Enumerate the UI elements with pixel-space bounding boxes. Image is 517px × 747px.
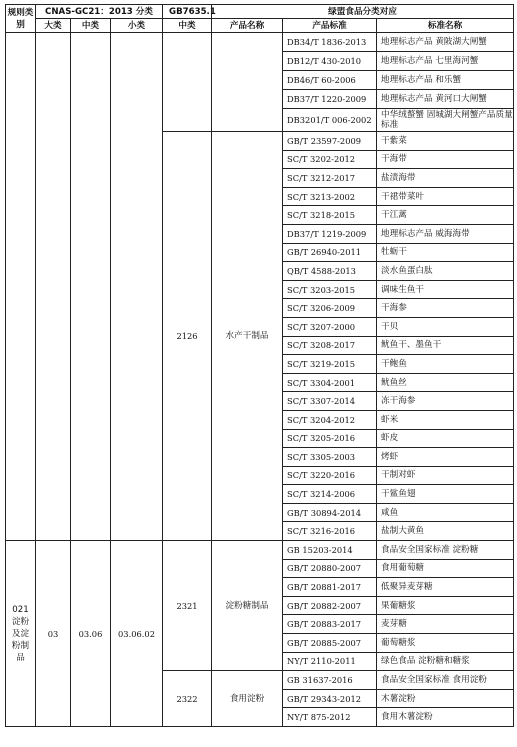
standard-name-cell: 木薯淀粉 — [377, 689, 514, 708]
product-standard-cell: DB37/T 1220-2009 — [283, 90, 377, 109]
product-standard-cell: SC/T 3205-2016 — [283, 429, 377, 448]
gb-medium-code: 2322 — [163, 671, 212, 727]
standard-name-cell: 地理标志产品 黄陂湖大闸蟹 — [377, 33, 514, 52]
product-standard-cell: SC/T 3307-2014 — [283, 392, 377, 411]
product-standard-cell: SC/T 3219-2015 — [283, 355, 377, 374]
header-standard-name: 标准名称 — [377, 19, 514, 33]
standard-name-cell: 麦芽糖 — [377, 615, 514, 634]
header-minor: 小类 — [111, 19, 163, 33]
gb-medium-code: 2126 — [163, 132, 212, 541]
product-name-cell — [212, 33, 283, 132]
standard-name-cell: 果葡糖浆 — [377, 596, 514, 615]
standard-name-cell: 食用葡萄糖 — [377, 559, 514, 578]
rule-category-text: 021淀粉及淀粉制品 — [11, 604, 30, 663]
product-standard-cell: GB/T 20883-2017 — [283, 615, 377, 634]
product-standard-cell: SC/T 3212-2017 — [283, 169, 377, 188]
standard-name-cell: 虾皮 — [377, 429, 514, 448]
product-standard-cell: GB/T 20882-2007 — [283, 596, 377, 615]
product-standard-cell: SC/T 3218-2015 — [283, 206, 377, 225]
product-standard-cell: DB46/T 60-2006 — [283, 71, 377, 90]
food-classification-table — [5, 4, 514, 727]
standard-name-cell: 地理标志产品 和乐蟹 — [377, 71, 514, 90]
standard-name-cell: 干紫菜 — [377, 132, 514, 151]
standard-name-cell: 淡水鱼蛋白肽 — [377, 262, 514, 281]
product-name: 水产干制品 — [212, 132, 283, 541]
product-standard-cell: DB12/T 430-2010 — [283, 52, 377, 71]
standard-name-cell: 干贝 — [377, 317, 514, 336]
product-standard-cell: SC/T 3203-2015 — [283, 280, 377, 299]
product-standard-cell: GB/T 26940-2011 — [283, 243, 377, 262]
product-standard-cell: SC/T 3207-2000 — [283, 317, 377, 336]
standard-name-cell: 干海带 — [377, 150, 514, 169]
minor-value: 03.06.02 — [111, 541, 163, 727]
standard-name-cell: 调味生鱼干 — [377, 280, 514, 299]
standard-name-cell: 冻干海参 — [377, 392, 514, 411]
major-cell — [36, 33, 71, 541]
product-name: 食用淀粉 — [212, 671, 283, 727]
product-standard-cell: GB/T 20881-2017 — [283, 578, 377, 597]
standard-name-cell: 干鲍鱼 — [377, 355, 514, 374]
product-standard-cell: GB 15203-2014 — [283, 541, 377, 560]
product-standard-cell: SC/T 3204-2012 — [283, 410, 377, 429]
gb-medium-code: 2321 — [163, 541, 212, 671]
standard-name-cell: 盐渍海带 — [377, 169, 514, 188]
product-standard-cell: DB37/T 1219-2009 — [283, 224, 377, 243]
standard-name-cell: 鱿鱼干、墨鱼干 — [377, 336, 514, 355]
major-value: 03 — [36, 541, 71, 727]
product-standard-cell: SC/T 3304-2001 — [283, 373, 377, 392]
standard-name-cell: 干鲨鱼翅 — [377, 485, 514, 504]
medium-value: 03.06 — [71, 541, 111, 727]
product-standard-cell: SC/T 3208-2017 — [283, 336, 377, 355]
product-standard-cell: GB/T 20885-2007 — [283, 634, 377, 653]
standard-name-cell: 干江蓠 — [377, 206, 514, 225]
standard-name-cell: 中华绒螯蟹 固城湖大闸蟹产品质量标准 — [377, 109, 514, 132]
standard-name-cell: 干裙带菜叶 — [377, 187, 514, 206]
standard-name-cell: 盐制大黄鱼 — [377, 522, 514, 541]
product-standard-cell: GB/T 30894-2014 — [283, 503, 377, 522]
standard-name-cell: 干海参 — [377, 299, 514, 318]
standard-name-cell: 干制对虾 — [377, 466, 514, 485]
product-standard-cell: NY/T 875-2012 — [283, 708, 377, 727]
standard-name-cell: 虾米 — [377, 410, 514, 429]
product-standard-cell: SC/T 3305-2003 — [283, 448, 377, 467]
product-standard-cell: DB3201/T 006-2002 — [283, 109, 377, 132]
header-cnas: CNAS-GC21：2013 分类 — [36, 5, 163, 19]
rule-category-value — [6, 541, 36, 727]
product-standard-cell: GB/T 29343-2012 — [283, 689, 377, 708]
standard-name-cell: 咸鱼 — [377, 503, 514, 522]
product-standard-cell: GB/T 20880-2007 — [283, 559, 377, 578]
product-standard-cell: SC/T 3216-2016 — [283, 522, 377, 541]
standard-name-cell: 牡蛎干 — [377, 243, 514, 262]
product-standard-cell: SC/T 3213-2002 — [283, 187, 377, 206]
medium-cell — [71, 33, 111, 541]
header-green: 绿盟食品分类对应 — [212, 5, 514, 19]
header-major: 大类 — [36, 19, 71, 33]
header-medium: 中类 — [71, 19, 111, 33]
header-product-standard: 产品标准 — [283, 19, 377, 33]
standard-name-cell: 食用木薯淀粉 — [377, 708, 514, 727]
rule-category-cell — [6, 33, 36, 541]
product-standard-cell: DB34/T 1836-2013 — [283, 33, 377, 52]
header-gb: GB7635.1 — [163, 5, 212, 19]
table-row — [6, 541, 514, 560]
standard-name-cell: 食品安全国家标准 食用淀粉 — [377, 671, 514, 690]
product-standard-cell: GB/T 23597-2009 — [283, 132, 377, 151]
standard-name-cell: 绿色食品 淀粉糖和糖浆 — [377, 652, 514, 671]
standard-name-cell: 地理标志产品 威海海带 — [377, 224, 514, 243]
standard-name-cell: 低聚异麦芽糖 — [377, 578, 514, 597]
product-standard-cell: SC/T 3206-2009 — [283, 299, 377, 318]
product-name: 淀粉糖制品 — [212, 541, 283, 671]
header-rule-category: 规则类别 — [6, 5, 36, 33]
product-standard-cell: SC/T 3220-2016 — [283, 466, 377, 485]
product-standard-cell: GB 31637-2016 — [283, 671, 377, 690]
standard-name-cell: 葡萄糖浆 — [377, 634, 514, 653]
product-standard-cell: QB/T 4588-2013 — [283, 262, 377, 281]
gb-medium-cell — [163, 33, 212, 132]
standard-name-cell: 烤虾 — [377, 448, 514, 467]
standard-name-cell: 鱿鱼丝 — [377, 373, 514, 392]
standard-name-cell: 地理标志产品 七里海河蟹 — [377, 52, 514, 71]
standard-name-cell: 食品安全国家标准 淀粉糖 — [377, 541, 514, 560]
minor-cell — [111, 33, 163, 541]
product-standard-cell: NY/T 2110-2011 — [283, 652, 377, 671]
standards-table-page — [5, 4, 513, 727]
table-row — [6, 33, 514, 52]
header-product-name: 产品名称 — [212, 19, 283, 33]
standard-name-cell: 地理标志产品 黄河口大闸蟹 — [377, 90, 514, 109]
product-standard-cell: SC/T 3202-2012 — [283, 150, 377, 169]
product-standard-cell: SC/T 3214-2006 — [283, 485, 377, 504]
header-gb-medium: 中类 — [163, 19, 212, 33]
